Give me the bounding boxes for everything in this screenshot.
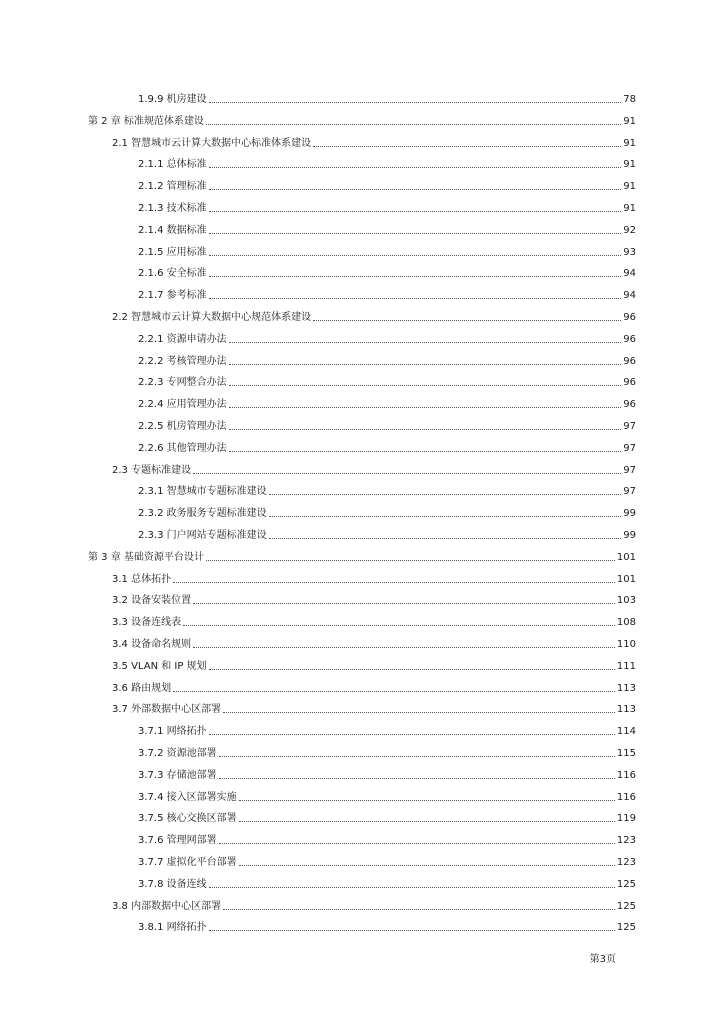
toc-entry-title: 2.1.4 数据标准: [138, 225, 207, 236]
toc-entry[interactable]: [138, 875, 636, 891]
toc-dot-leader: [209, 255, 622, 256]
toc-entry-title: 2.1.7 参考标准: [138, 290, 207, 301]
toc-entry-title: 3.7.4 接入区部署实施: [138, 792, 237, 803]
toc-entry[interactable]: [138, 722, 636, 738]
toc-entry-page: 101: [616, 552, 636, 563]
toc-dot-leader: [313, 320, 621, 321]
toc-dot-leader: [269, 516, 622, 517]
toc-entry-page: 123: [616, 835, 636, 846]
toc-dot-leader: [219, 843, 615, 844]
toc-dot-leader: [229, 385, 622, 386]
toc-entry-page: 92: [623, 225, 636, 236]
toc-dot-leader: [269, 494, 622, 495]
page-number: 第3页: [589, 954, 616, 965]
toc-entry-title: 3.7 外部数据中心区部署: [112, 704, 222, 715]
toc-entry-page: 96: [623, 356, 636, 367]
toc-entry[interactable]: [138, 417, 636, 433]
toc-entry-title: 3.6 路由规划: [112, 683, 172, 694]
toc-entry-page: 125: [616, 901, 636, 912]
toc-dot-leader: [229, 451, 622, 452]
toc-entry-title: 第 3 章 基础资源平台设计: [88, 552, 204, 563]
toc-entry-title: 2.2.2 考核管理办法: [138, 356, 227, 367]
toc-dot-leader: [209, 734, 615, 735]
toc-entry-title: 2.3.2 政务服务专题标准建设: [138, 508, 267, 519]
toc-entry-page: 96: [623, 377, 636, 388]
toc-entry-title: 3.7.3 存储池部署: [138, 770, 217, 781]
toc-dot-leader: [206, 560, 615, 561]
toc-entry-page: 114: [616, 726, 636, 737]
toc-entry[interactable]: [138, 504, 636, 520]
toc-entry[interactable]: [138, 853, 636, 869]
toc-entry-title: 3.7.5 核心交换区部署: [138, 813, 237, 824]
toc-entry[interactable]: [138, 330, 636, 346]
toc-dot-leader: [209, 189, 622, 190]
toc-entry[interactable]: [138, 243, 636, 259]
toc-entry[interactable]: [138, 286, 636, 302]
toc-entry-page: 113: [616, 683, 636, 694]
toc-dot-leader: [219, 778, 615, 779]
toc-entry[interactable]: [112, 134, 636, 150]
toc-entry[interactable]: [138, 373, 636, 389]
toc-entry[interactable]: [138, 199, 636, 215]
toc-entry[interactable]: [138, 177, 636, 193]
toc-entry-title: 2.2.5 机房管理办法: [138, 421, 227, 432]
toc-dot-leader: [239, 821, 615, 822]
toc-entry[interactable]: [112, 591, 636, 607]
toc-dot-leader: [173, 691, 615, 692]
toc-entry[interactable]: [138, 90, 636, 106]
toc-entry-title: 2.1.3 技术标准: [138, 203, 207, 214]
toc-entry[interactable]: [88, 548, 636, 564]
toc-dot-leader: [209, 167, 622, 168]
toc-entry-page: 91: [623, 159, 636, 170]
toc-entry-page: 91: [623, 116, 636, 127]
toc-entry-title: 2.1.2 管理标准: [138, 181, 207, 192]
toc-dot-leader: [269, 538, 622, 539]
toc-entry[interactable]: [112, 570, 636, 586]
toc-entry[interactable]: [112, 613, 636, 629]
toc-entry[interactable]: [138, 526, 636, 542]
toc-entry[interactable]: [138, 744, 636, 760]
toc-entry-page: 101: [616, 574, 636, 585]
toc-entry[interactable]: [88, 112, 636, 128]
toc-entry-title: 3.7.1 网络拓扑: [138, 726, 207, 737]
toc-entry[interactable]: [138, 395, 636, 411]
toc-entry-title: 2.2.1 资源申请办法: [138, 334, 227, 345]
toc-dot-leader: [209, 930, 615, 931]
toc-entry-page: 123: [616, 857, 636, 868]
toc-entry-page: 110: [616, 639, 636, 650]
toc-dot-leader: [209, 887, 615, 888]
toc-entry[interactable]: [138, 439, 636, 455]
toc-dot-leader: [229, 342, 622, 343]
toc-entry-page: 97: [623, 421, 636, 432]
toc-entry[interactable]: [138, 918, 636, 934]
toc-entry-title: 3.7.8 设备连线: [138, 879, 207, 890]
toc-entry-page: 78: [623, 94, 636, 105]
toc-entry-title: 第 2 章 标准规范体系建设: [88, 116, 204, 127]
toc-dot-leader: [209, 233, 622, 234]
toc-entry[interactable]: [138, 221, 636, 237]
toc-entry-title: 3.7.7 虚拟化平台部署: [138, 857, 237, 868]
toc-entry[interactable]: [138, 155, 636, 171]
toc-entry-title: 3.7.6 管理网部署: [138, 835, 217, 846]
toc-entry-page: 94: [623, 290, 636, 301]
toc-entry-page: 97: [623, 443, 636, 454]
toc-entry-page: 103: [616, 595, 636, 606]
toc-entry[interactable]: [138, 482, 636, 498]
toc-dot-leader: [209, 211, 622, 212]
toc-entry-title: 2.1.1 总体标准: [138, 159, 207, 170]
toc-entry-page: 96: [623, 334, 636, 345]
toc-entry[interactable]: [138, 766, 636, 782]
toc-entry[interactable]: [112, 679, 636, 695]
toc-entry-title: 3.7.2 资源池部署: [138, 748, 217, 759]
toc-entry-title: 2.1 智慧城市云计算大数据中心标准体系建设: [112, 138, 312, 149]
toc-entry-page: 91: [623, 203, 636, 214]
toc-dot-leader: [173, 582, 615, 583]
toc-dot-leader: [209, 276, 622, 277]
toc-entry-page: 125: [616, 922, 636, 933]
toc-dot-leader: [193, 603, 615, 604]
toc-entry-title: 2.2.3 专网整合办法: [138, 377, 227, 388]
toc-dot-leader: [229, 407, 622, 408]
toc-entry-title: 3.1 总体拓扑: [112, 574, 172, 585]
toc-entry-page: 99: [623, 508, 636, 519]
toc-entry-title: 1.9.9 机房建设: [138, 94, 207, 105]
toc-entry[interactable]: [112, 461, 636, 477]
toc-entry[interactable]: [138, 788, 636, 804]
toc-entry-title: 2.2.4 应用管理办法: [138, 399, 227, 410]
toc-entry-title: 3.4 设备命名规则: [112, 639, 192, 650]
toc-entry-title: 3.3 设备连线表: [112, 617, 182, 628]
toc-dot-leader: [209, 298, 622, 299]
toc-dot-leader: [206, 124, 621, 125]
toc-dot-leader: [219, 756, 615, 757]
toc-entry-title: 3.5 VLAN 和 IP 规划: [112, 661, 207, 672]
toc-entry-page: 97: [623, 486, 636, 497]
toc-entry-page: 108: [616, 617, 636, 628]
toc-dot-leader: [193, 647, 615, 648]
toc-dot-leader: [193, 473, 621, 474]
toc-dot-leader: [223, 909, 615, 910]
toc-entry-page: 96: [623, 312, 636, 323]
toc-entry[interactable]: [112, 700, 636, 716]
toc-dot-leader: [209, 102, 622, 103]
toc-entry-page: 97: [623, 465, 636, 476]
toc-entry-page: 91: [623, 181, 636, 192]
toc-entry-page: 96: [623, 399, 636, 410]
toc-dot-leader: [209, 669, 615, 670]
toc-dot-leader: [229, 364, 622, 365]
toc-entry[interactable]: [138, 809, 636, 825]
toc-entry-page: 119: [616, 813, 636, 824]
toc-entry-title: 2.3.3 门户网站专题标准建设: [138, 530, 267, 541]
toc-entry[interactable]: [138, 264, 636, 280]
toc-dot-leader: [239, 800, 615, 801]
toc-entry-page: 116: [616, 770, 636, 781]
toc-entry-title: 2.1.6 安全标准: [138, 268, 207, 279]
toc-entry[interactable]: [112, 308, 636, 324]
toc-entry-page: 111: [616, 661, 636, 672]
toc-entry-page: 99: [623, 530, 636, 541]
toc-entry-page: 116: [616, 792, 636, 803]
toc-entry[interactable]: [112, 657, 636, 673]
toc-entry-title: 3.8.1 网络拓扑: [138, 922, 207, 933]
toc-dot-leader: [239, 865, 615, 866]
toc-entry-page: 115: [616, 748, 636, 759]
toc-entry[interactable]: [138, 352, 636, 368]
toc-entry-page: 113: [616, 704, 636, 715]
toc-entry-page: 91: [623, 138, 636, 149]
toc-entry-page: 93: [623, 247, 636, 258]
toc-dot-leader: [229, 429, 622, 430]
toc-entry-title: 2.2.6 其他管理办法: [138, 443, 227, 454]
toc-entry-page: 94: [623, 268, 636, 279]
toc-entry-title: 3.8 内部数据中心区部署: [112, 901, 222, 912]
toc-entry[interactable]: [138, 831, 636, 847]
toc-dot-leader: [313, 146, 621, 147]
toc-entry[interactable]: [112, 635, 636, 651]
toc-entry-title: 2.3 专题标准建设: [112, 465, 192, 476]
toc-entry-title: 2.1.5 应用标准: [138, 247, 207, 258]
toc-entry-title: 3.2 设备安装位置: [112, 595, 192, 606]
toc-dot-leader: [223, 712, 615, 713]
toc-entry[interactable]: [112, 897, 636, 913]
toc-dot-leader: [183, 625, 615, 626]
toc-entry-page: 125: [616, 879, 636, 890]
toc-entry-title: 2.2 智慧城市云计算大数据中心规范体系建设: [112, 312, 312, 323]
toc-entry-title: 2.3.1 智慧城市专题标准建设: [138, 486, 267, 497]
